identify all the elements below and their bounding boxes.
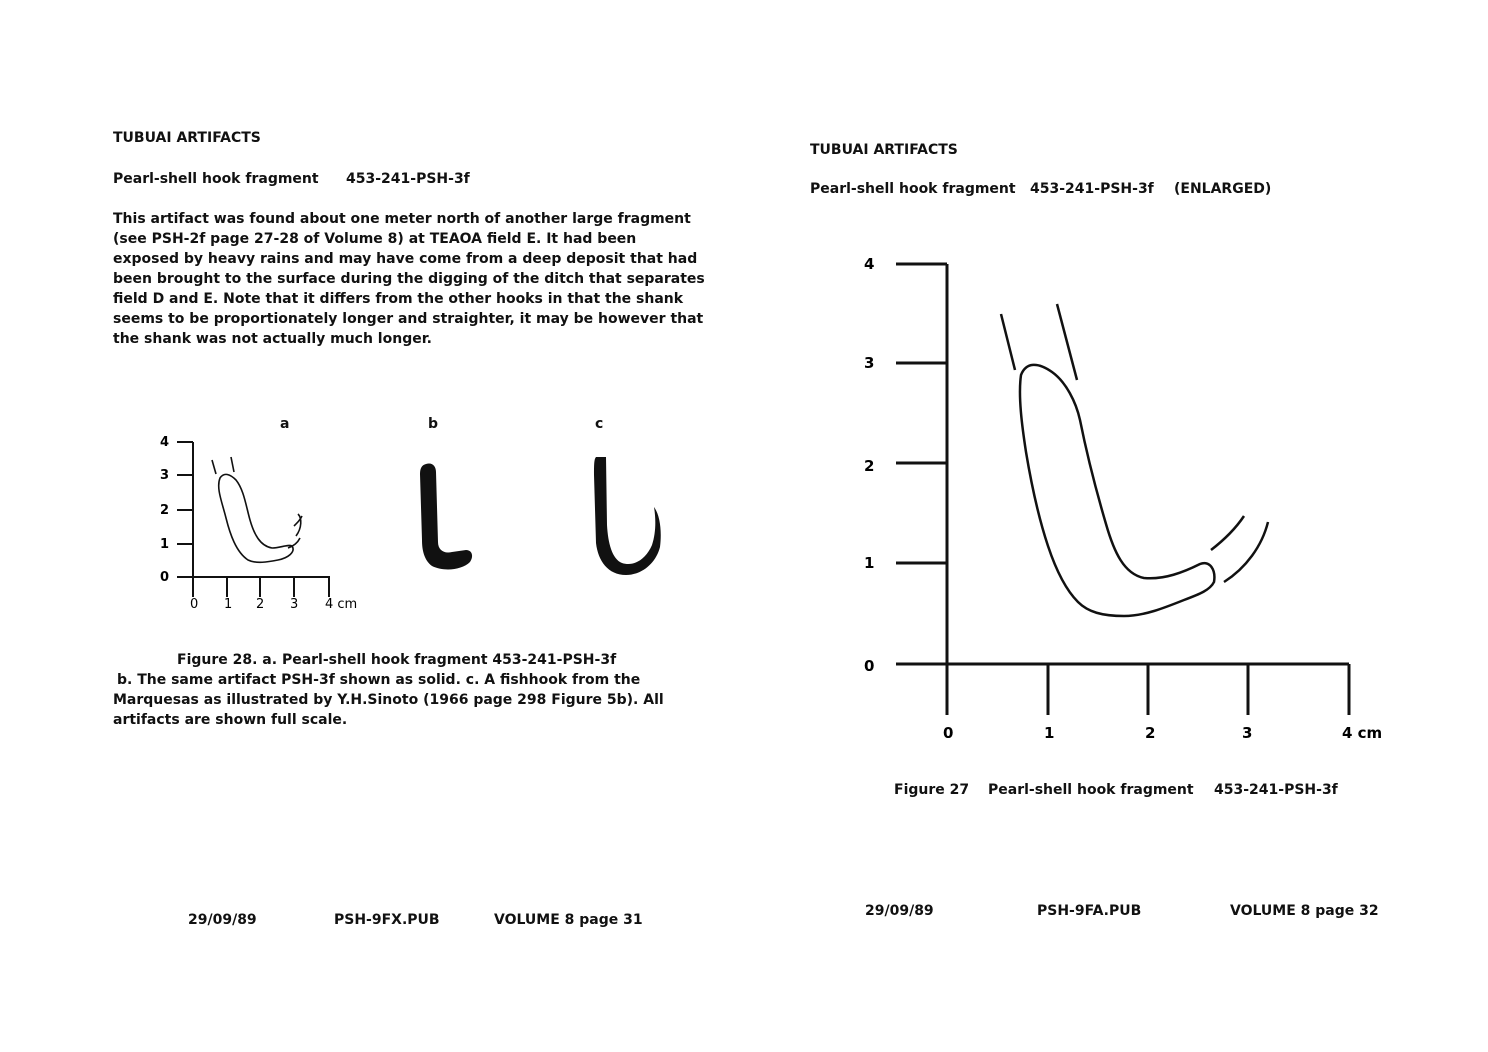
- left-footer-date: 29/09/89: [188, 912, 257, 928]
- small-x-tick-3: 3: [290, 597, 299, 612]
- solid-hook-b: [418, 462, 478, 572]
- solid-hook-c: [590, 455, 665, 580]
- y-tick-3: 3: [864, 354, 875, 372]
- x-tick-3: 3: [1242, 724, 1253, 742]
- body-line: the shank was not actually much longer.: [113, 331, 432, 347]
- right-footer-file: PSH-9FA.PUB: [1037, 903, 1142, 919]
- left-subtitle-label: Pearl-shell hook fragment: [113, 171, 319, 187]
- x-tick-0: 0: [943, 724, 954, 742]
- small-hook-outline: [212, 457, 302, 562]
- small-x-tick-2: 2: [256, 597, 265, 612]
- enlarged-hook-outline: [1001, 304, 1268, 616]
- right-header: TUBUAI ARTIFACTS: [810, 142, 958, 158]
- body-line: exposed by heavy rains and may have come from a deep deposit that had: [113, 251, 698, 267]
- right-footer-volume: VOLUME 8 page 32: [1230, 903, 1379, 919]
- figure-label-c: c: [595, 416, 604, 432]
- right-subtitle-note: (ENLARGED): [1174, 181, 1272, 197]
- small-y-tick-2: 2: [160, 503, 170, 518]
- caption-line: Marquesas as illustrated by Y.H.Sinoto (1966 page 298 Figure 5b). All: [113, 692, 664, 708]
- small-x-tick-1: 1: [224, 597, 233, 612]
- caption-line: b. The same artifact PSH-3f shown as solid. c. A fishhook from the: [117, 672, 641, 688]
- small-axes: [177, 442, 330, 597]
- right-caption-number: Figure 27: [894, 782, 970, 798]
- left-subtitle-id: 453-241-PSH-3f: [346, 171, 470, 187]
- body-line: This artifact was found about one meter north of another large fragment: [113, 211, 691, 227]
- left-body-text: [113, 209, 705, 349]
- left-figure-caption: [113, 650, 664, 730]
- enlarged-axes: [896, 264, 1349, 715]
- right-subtitle-label: Pearl-shell hook fragment: [810, 181, 1016, 197]
- body-line: been brought to the surface during the digging of the ditch that separates: [113, 271, 705, 287]
- y-tick-0: 0: [864, 657, 875, 675]
- y-tick-1: 1: [864, 554, 875, 572]
- solid-hook-b-shape: [420, 463, 472, 569]
- small-hook-figure: [150, 430, 380, 620]
- body-line: (see PSH-2f page 27-28 of Volume 8) at TEAOA field E. It had been: [113, 231, 637, 247]
- right-caption-label: Pearl-shell hook fragment: [988, 782, 1194, 798]
- figure-label-b: b: [428, 416, 439, 432]
- small-y-tick-3: 3: [160, 468, 170, 483]
- enlarged-hook-figure: [844, 240, 1404, 750]
- caption-line: artifacts are shown full scale.: [113, 712, 348, 728]
- y-tick-4: 4: [864, 255, 875, 273]
- right-page: [744, 0, 1488, 1052]
- right-caption-id: 453-241-PSH-3f: [1214, 782, 1338, 798]
- x-tick-2: 2: [1145, 724, 1156, 742]
- body-line: field D and E. Note that it differs from the other hooks in that the shank: [113, 291, 684, 307]
- solid-hook-c-shape: [594, 457, 661, 575]
- y-tick-2: 2: [864, 457, 875, 475]
- body-line: seems to be proportionately longer and straighter, it may be however that: [113, 311, 704, 327]
- right-subtitle-id: 453-241-PSH-3f: [1030, 181, 1154, 197]
- caption-line: Figure 28. a. Pearl-shell hook fragment 453-241-PSH-3f: [177, 652, 617, 668]
- left-footer-volume: VOLUME 8 page 31: [494, 912, 643, 928]
- left-header: TUBUAI ARTIFACTS: [113, 130, 261, 146]
- left-footer-file: PSH-9FX.PUB: [334, 912, 440, 928]
- small-x-tick-0: 0: [190, 597, 199, 612]
- x-tick-4: 4 cm: [1342, 724, 1383, 742]
- small-y-tick-0: 0: [160, 570, 170, 585]
- small-y-tick-1: 1: [160, 537, 170, 552]
- small-x-tick-4: 4 cm: [325, 597, 358, 612]
- small-y-tick-4: 4: [160, 435, 170, 450]
- right-footer-date: 29/09/89: [865, 903, 934, 919]
- figure-label-a: a: [280, 416, 290, 432]
- x-tick-1: 1: [1044, 724, 1055, 742]
